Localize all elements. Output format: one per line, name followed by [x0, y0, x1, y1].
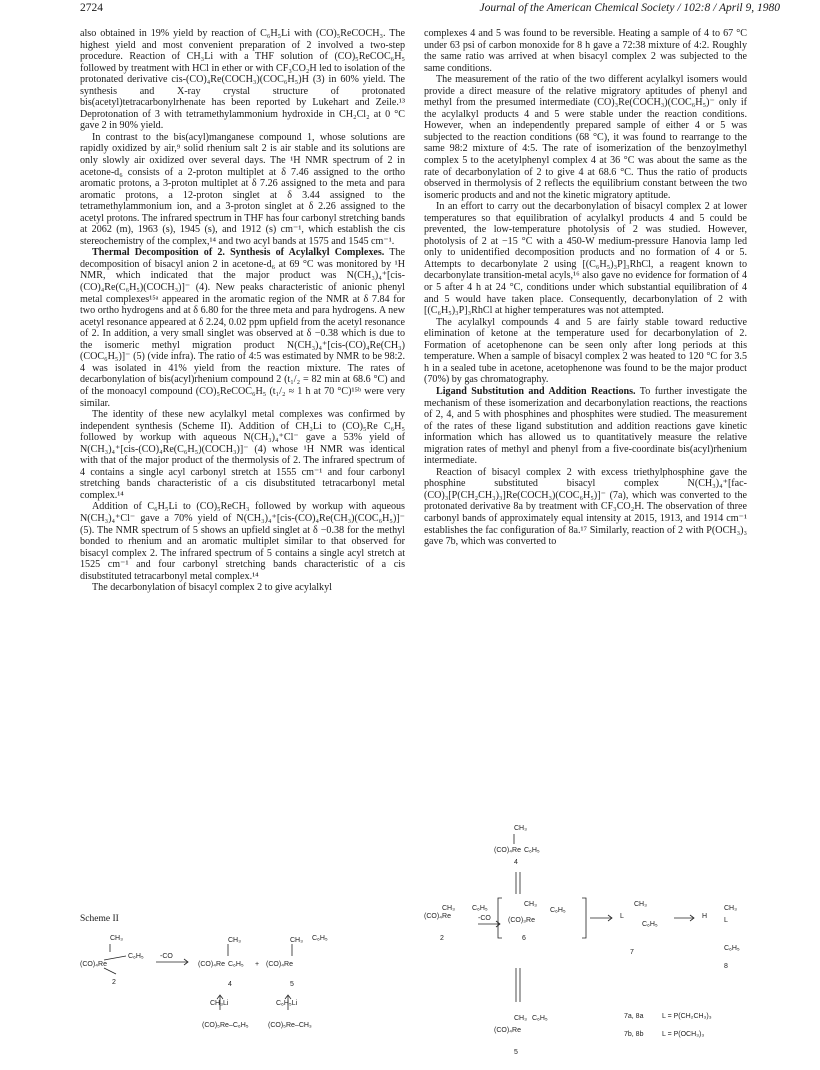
methyl-label: CH₃	[110, 935, 123, 942]
precursor-4: (CO)₅Re–C₆H₅	[202, 1022, 249, 1029]
right-column	[424, 28, 747, 548]
paragraph: also obtained in 19% yield by reaction of C₆H₅Li with (CO)₅ReCOCH₃. The highest yield and most convenient preparation of 2 involved a two-step procedure. Reaction of CH₃Li with a THF solution of (CO)₅ReCOC₆H₅ followed by treatment with HCl in ether or with CF₃CO₂H led to isolation of the protonated derivative cis-(CO)₄Re(COCH₃)(COC₆H₅)H (3) in 60% yield. The synthesis and X-ray crystal structure of protonated bis(acetyl)tetracarbonylrhenate has been reported by Lukehart and Zeile.¹³ Deprotonation of 3 with tetramethylammonium hydroxide in CH₂Cl₂ at 0 °C gave 2 in 90% yield.	[80, 28, 405, 132]
compound-number-2: 2	[440, 935, 444, 942]
paragraph: In contrast to the bis(acyl)manganese compound 1, whose solutions are rapidly oxidized by air,⁹ solid rhenium salt 2 is air stable and its solutions are only slowly air oxidized over several days. The ¹H NMR spectrum of 2 in acetone-d₆ consists of a 2-proton multiplet at δ 7.46 assigned to the ortho aromatic protons, a 3-proton multiplet at δ 7.26 assigned to the meta and para aromatic protons, a 12-proton singlet at δ 3.44 assigned to the tetramethylammonium ion, and a 3-proton singlet at δ 2.26 assigned to the acetyl protons. The infrared spectrum in THF has four carbonyl stretching bands at 2062 (m), 1963 (s), 1945 (s), and 1912 (s) cm⁻¹, which establish the cis stereochemistry of the complex,¹⁴ and two acyl bands at 1575 and 1545 cm⁻¹.	[80, 131, 405, 247]
methyl-label: CH₃	[442, 905, 455, 912]
paragraph: The acylalkyl compounds 4 and 5 are fairly stable toward reductive elimination of ketone at the temperature used for decarbonylation of 2. Formation of acetophenone can be seen only after long periods at this temperature. When a sample of bisacyl complex 2 was heated to 120 °C for 3.5 h in a sealed tube in acetone, acetophenone was found to be the major product (70%) by gas chromatography.	[424, 316, 747, 386]
paragraph-text: The decomposition of bisacyl anion 2 in acetone-d₆ at 69 °C was monitored by ¹H NMR, which indicated that the major product was N(CH₃)₄⁺[cis-(CO)₄Re(C₆H₅)(COCH₃)]⁻ (4). New peaks characteristic of anionic phenyl metal complexes¹⁵ᵃ appeared in the aromatic region of the NMR at δ 7.84 for two ortho hydrogens and at δ 6.80 for the three meta and para hydrogens. A new acetyl resonance appeared at δ 2.24, 0.02 ppm upfield from the acetyl resonance of 2. In addition, a very small singlet was observed at δ −0.38 which is due to the isomeric methyl migration product N(CH₃)₄⁺[cis-(CO)₄Re(CH₃)(COC₆H₅)]⁻ (5) (vide infra). The ratio of 4:5 was estimated by NMR to be 98:2. 4 was isolated in 41% yield from the reaction mixture. The rates of decarbonylation of bis(acyl)rhenium compound 2 (t₁/₂ = 82 min at 68.6 °C) and of the monoacyl compound (CO)₅ReCOC₆H₅ (t₁/₂ ≈ 1 h at 70 °C)¹⁵ᵇ were very similar.	[80, 247, 405, 409]
mechanism-scheme	[424, 822, 754, 1067]
methyl-label: CH₃	[634, 901, 647, 908]
rhenium-fragment: (CO)₄Re	[494, 1027, 521, 1034]
phenyl-label: C₆H₅	[532, 1015, 548, 1022]
acyl-bond	[104, 968, 116, 974]
phenyl-label: C₆H₅	[550, 907, 566, 914]
phenyl-label: C₆H₅	[642, 921, 658, 928]
rhenium-fragment: (CO)₃Re	[508, 917, 535, 924]
methyl-label: CH₃	[724, 905, 737, 912]
compound-number-2: 2	[112, 979, 116, 986]
acyl-bond	[104, 956, 126, 960]
rhenium-fragment: (CO)₄Re	[80, 961, 107, 968]
phenyl-label: C₆H₅	[472, 905, 488, 912]
methyl-label: CH₃	[514, 825, 527, 832]
scheme-ii-svg	[80, 930, 410, 1065]
compound-number-8: 8	[724, 963, 728, 970]
methyllithium-label: CH₃Li	[210, 1000, 229, 1007]
mechanism-svg	[424, 822, 754, 1062]
scheme-ii-figure	[80, 930, 410, 1070]
page-number: 2724	[80, 2, 103, 14]
rhenium-fragment: (CO)₄Re	[198, 961, 225, 968]
methyl-label: CH₃	[228, 937, 241, 944]
paragraph: Reaction of bisacyl complex 2 with excess triethylphosphine gave the phosphine substituted bisacyl complex N(CH₃)₄⁺[fac-(CO)₃[P(CH₂CH₃)₃]Re(COCH₃)(COC₆H₅)]⁻ (7a), which was converted to the protonated derivative 8a by treatment with CF₃CO₂H. The observation of three carbonyl bands of approximately equal intensity at 2015, 1913, and 1914 cm⁻¹ establishes the fac configuration of 8a.¹⁷ Similarly, reaction of 2 with P(OCH₃)₃ gave 7b, which was converted to	[424, 466, 747, 548]
compound-number-5: 5	[514, 1049, 518, 1056]
legend-a-compounds: 7a, 8a	[624, 1013, 644, 1020]
paragraph: The measurement of the ratio of the two different acylalkyl isomers would provide a direct measure of the relative migratory aptitudes of phenyl and methyl from the presumed intermediate (CO)₃Re(COCH₃)(COC₆H₅)⁻ only if the acylalkyl products 4 and 5 were stable under the reaction conditions. However, when an independently prepared sample of either 4 or 5 was subjected to the reaction conditions (68 °C), it was found to rearrange to the same 98:2 mixture of 4:5. The rate of isomerization of the benzoylmethyl complex 5 to the acetylphenyl complex 4 at 36 °C was about the same as the rate of decarbonylation of 2 to give 4 at 68.6 °C. Thus the ratio of products observed in thermolysis of 2 reflects the equilibrium constant between the two isomeric products and and not the kinetic migratory aptitude.	[424, 74, 747, 201]
legend-b-ligand: L = P(OCH₃)₃	[662, 1031, 705, 1038]
methyl-label: CH₃	[524, 901, 537, 908]
rhenium-fragment: (CO)₄Re	[424, 913, 451, 920]
paragraph-text: To further investigate the mechanism of these isomerization and decarbonylation reactions, the reactions of 2, 4, and 5 with phosphines and phosphites were studied. The measurement of the rates of these ligand substitution and addition reactions gave kinetic information which has allowed us to quantitatively measure the relative migration rates of methyl and phenyl from a five-coordinate bis(acyl)rhenium intermediate.	[424, 385, 747, 467]
scheme-ii-label: Scheme II	[80, 914, 119, 924]
paragraph: The identity of these new acylalkyl metal complexes was confirmed by independent synthesis (Scheme II). Addition of CH₃Li to (CO)₅Re C₆H₅ followed by workup with aqueous N(CH₃)₄⁺Cl⁻ gave a 53% yield of N(CH₃)₄⁺[cis-(CO)₄Re(C₆H₅)(COCH₃)]⁻ (4) whose ¹H NMR was identical with that of the major product of the thermolysis of 2. The infrared spectrum of 4 contains a single acyl carbonyl stretch at 1555 cm⁻¹ and four carbonyl stretching bands characteristic of a cis disubstituted tetracarbonyl metal complex.¹⁴	[80, 409, 405, 501]
paragraph: In an effort to carry out the decarbonylation of bisacyl complex 2 at lower temperatures so that equilibration of acylalkyl products 4 and 5 could be prevented, the low-temperature photolysis of 2 was studied. However, photolysis of 2 at −15 °C with a 450-W medium-pressure Hanovia lamp led only to unidentified decomposition products and no formation of 4 or 5. Attempts to decarbonylate 2 using [(C₆H₅)₃P]₃RhCl, a reagent known to decarbonylate transition-metal acyls,¹⁶ also gave no evidence for formation of 4 or 5 after 4 h at 24 °C, conditions under which substantial equilibration of 4 and 5 would have taken place. Consequently, decarbonylation of 2 with [(C₆H₅)₃P]₃RhCl at higher temperatures was not attempted.	[424, 201, 747, 317]
compound-number-4: 4	[514, 859, 518, 866]
compound-number-7: 7	[630, 949, 634, 956]
bracket-left	[498, 898, 502, 938]
ligand-label: L	[724, 917, 728, 924]
paragraph: complexes 4 and 5 was found to be reversible. Heating a sample of 4 to 67 °C under 63 psi of carbon monoxide for 8 h gave a 72:38 mixture of 4:2. Roughly the same ratio was arrived at when bisacyl complex 2 was subjected to the same conditions.	[424, 28, 747, 74]
precursor-5: (CO)₅Re–CH₃	[268, 1022, 312, 1029]
rhenium-fragment: (CO)₄Re	[266, 961, 293, 968]
paragraph: Addition of C₆H₅Li to (CO)₅ReCH₃ followed by workup with aqueous N(CH₃)₄⁺Cl⁻ gave a 70% yield of N(CH₃)₄⁺[cis-(CO)₄Re(CH₃)(COC₆H₅)]⁻ (5). The NMR spectrum of 5 shows an upfield singlet at δ −0.38 for the methyl bonded to rhenium and an aromatic multiplet similar to that observed for bisacyl complex 2. The infrared spectrum of 5 contains a single acyl stretch at 1525 cm⁻¹ and four carbonyl stretching bands characteristic of a cis disubstituted tetracarbonyl metal complex.¹⁴	[80, 501, 405, 582]
legend-a-ligand: L = P(CH₂CH₃)₃	[662, 1013, 712, 1020]
decarbonylation-label: -CO	[160, 953, 173, 960]
paragraph	[424, 386, 747, 467]
phenyllithium-label: C₆H₅Li	[276, 1000, 298, 1007]
decarbonylation-label: -CO	[478, 915, 491, 922]
paragraph: The decarbonylation of bisacyl complex 2 to give acylalkyl	[92, 582, 332, 594]
phenyl-label: C₆H₅	[128, 953, 144, 960]
phenyl-label: C₆H₅	[524, 847, 540, 854]
rhenium-fragment: (CO)₄Re	[494, 847, 521, 854]
section-heading: Ligand Substitution and Addition Reactions.	[436, 385, 636, 397]
hydride-label: H	[702, 913, 708, 920]
compound-number-5: 5	[290, 981, 294, 988]
phenyl-label: C₆H₅	[228, 961, 244, 968]
legend-b-compounds: 7b, 8b	[624, 1031, 644, 1038]
left-column	[80, 28, 405, 594]
journal-citation: Journal of the American Chemical Society / 102:8 / April 9, 1980	[479, 2, 780, 14]
phenyl-label: C₆H₅	[724, 945, 740, 952]
phenyl-label: C₆H₅	[312, 935, 328, 942]
ligand-label: L	[620, 913, 624, 920]
bracket-right	[582, 898, 586, 938]
page-header	[80, 2, 780, 20]
methyl-label: CH₃	[514, 1015, 527, 1022]
section-heading: Thermal Decomposition of 2. Synthesis of Acylalkyl Complexes.	[92, 247, 385, 259]
compound-number-6: 6	[522, 935, 526, 942]
methyl-label: CH₃	[290, 937, 303, 944]
compound-number-4: 4	[228, 981, 232, 988]
paragraph	[80, 247, 405, 409]
plus-sign: +	[255, 961, 260, 968]
